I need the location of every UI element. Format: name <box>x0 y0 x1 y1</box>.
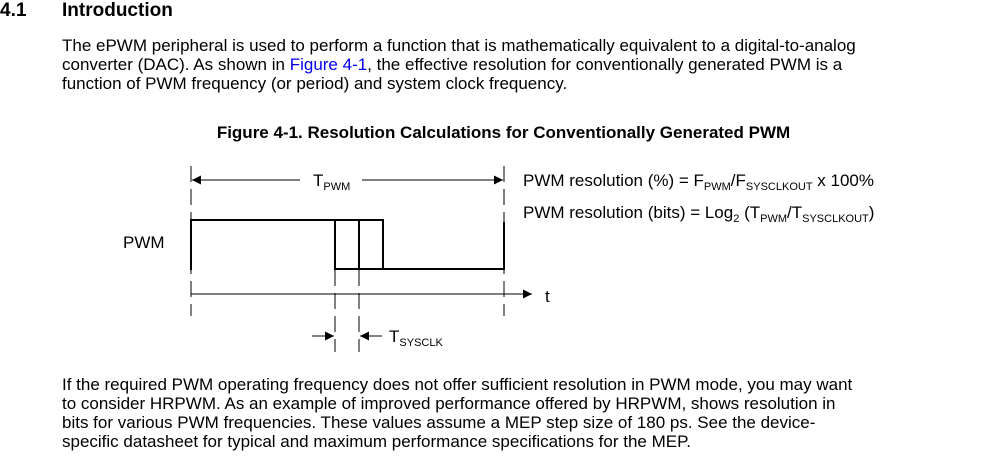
section-number: 4.1 <box>0 0 27 21</box>
body-line-1: If the required PWM operating frequency does not offer sufficient resolution in PWM mode, you may want <box>62 375 853 394</box>
figure-caption: Figure 4-1. Resolution Calculations for Conventionally Generated PWM <box>216 123 791 142</box>
formula-bits: PWM resolution (bits) = Log$_2$ $(T_{PWM}/T_{SYSCLKOUT})$ <box>523 203 875 225</box>
pwm-waveform <box>191 220 504 270</box>
clk-label: $T_{SYSCLK}$ <box>389 327 443 349</box>
intro-line-2-post: , the effective resolution for conventionally generated PWM is a <box>367 55 843 74</box>
figure-link[interactable]: Figure 4-1 <box>289 55 368 74</box>
period-label: $T_{PWM}$ <box>313 171 351 193</box>
intro-line-2-pre: converter (DAC). As shown in <box>62 55 290 74</box>
section-title: Introduction <box>62 0 173 21</box>
body-line-2: to consider HRPWM. As an example of improved performance offered by HRPWM, shows resolution in <box>62 394 836 413</box>
body-line-3: bits for various PWM frequencies. These values assume a MEP step size of 180 ps. See the device- <box>62 413 816 432</box>
formula-percent: PWM resolution (%) = $F_{PWM}/F_{SYSCLKOUT}$ x 100% <box>523 171 874 193</box>
time-label: t <box>545 287 550 306</box>
signal-label: PWM <box>123 233 165 252</box>
body-paragraph <box>62 375 1007 451</box>
dashed-extension-lines <box>191 166 504 352</box>
pwm-pulse <box>191 220 504 270</box>
intro-line-3: function of PWM frequency (or period) and system clock frequency. <box>62 74 568 93</box>
intro-line-1: The ePWM peripheral is used to perform a function that is mathematically equivalent to a digital-to-analog <box>62 36 856 55</box>
body-line-4: specific datasheet for typical and maximum performance specifications for the MEP. <box>62 432 691 451</box>
